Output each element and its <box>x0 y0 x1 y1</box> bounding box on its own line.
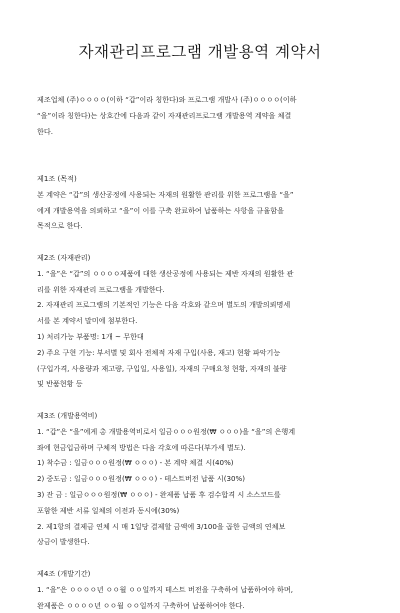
article-heading: 제3조 (개발용역비) <box>37 408 367 424</box>
article-heading: 제1조 (목적) <box>37 171 367 187</box>
article-line: 2. 제1항의 결제금 연체 시 매 1일당 결제할 금액에 3/100을 곱한 금액의 연체보 <box>37 519 367 535</box>
article-heading: 제2조 (자재관리) <box>37 250 367 266</box>
article-line: 2) 주요 구현 기능: 부서별 및 회사 전체적 자재 구입(사용, 재고) 현황 파악기능 <box>37 345 367 361</box>
article-line: 1. “갑”은 “을”에게 총 개발용역비로서 일금ㅇㅇㅇ원정(₩ ㅇㅇㅇ)을 “을”의 은행계 <box>37 424 367 440</box>
article-line: 1. “을”은 “갑”의 ㅇㅇㅇㅇ제품에 대한 생산공정에 사용되는 제반 자재의 원활한 관 <box>37 266 367 282</box>
article-2 <box>37 250 367 392</box>
contract-body <box>37 92 367 613</box>
article-line: 좌에 현금입금하며 구체적 방법은 다음 각호에 따른다(부가세 별도). <box>37 440 367 456</box>
article-line: 목적으로 한다. <box>37 218 367 234</box>
article-line: 서를 본 계약서 말미에 첨부한다. <box>37 313 367 329</box>
article-4 <box>37 566 367 613</box>
article-line: 1) 착수금 : 일금ㅇㅇㅇ원정(₩ ㅇㅇㅇ) - 본 계약 체결 시(40%) <box>37 455 367 471</box>
intro-paragraph <box>37 92 367 139</box>
article-1 <box>37 171 367 234</box>
article-line: 상금이 발생한다. <box>37 534 367 550</box>
document-title: 자재관리프로그램 개발용역 계약서 <box>0 40 400 62</box>
article-line: 완제품은 ㅇㅇㅇㅇ년 ㅇㅇ월 ㅇㅇ일까지 구축하여 납품하여야 한다. <box>37 598 367 613</box>
article-line: 2) 중도금 : 일금ㅇㅇㅇ원정(₩ ㅇㅇㅇ) - 테스트버전 납품 시(30%) <box>37 471 367 487</box>
article-heading: 제4조 (개발기간) <box>37 566 367 582</box>
article-3 <box>37 408 367 550</box>
intro-line: “을”이라 칭한다)는 상호간에 다음과 같이 자재관리프로그램 개발용역 계약을 체결 <box>37 108 367 124</box>
article-line: 에게 개발용역을 의뢰하고 “을”이 이를 구축 완료하여 납품하는 사항을 규율함을 <box>37 203 367 219</box>
article-line: 포함한 제반 서류 일체의 이전과 동시에(30%) <box>37 503 367 519</box>
article-line: 본 계약은 “갑”의 생산공정에 사용되는 자재의 원활한 관리를 위한 프로그램을 “을” <box>37 187 367 203</box>
article-line: 1) 처리가능 부품명: 1개 ~ 무한대 <box>37 329 367 345</box>
article-line: 및 반품현황 등 <box>37 376 367 392</box>
article-line: 3) 잔 금 : 일금ㅇㅇㅇ원정(₩ ㅇㅇㅇ) - 완제품 납품 후 검수합격 시 소스코드를 <box>37 487 367 503</box>
article-line: 리를 위한 자재관리 프로그램을 개발한다. <box>37 282 367 298</box>
article-line: 1. “을”은 ㅇㅇㅇㅇ년 ㅇㅇ월 ㅇㅇ일까지 테스트 버전을 구축하여 납품하여야 하며, <box>37 582 367 598</box>
article-line: 2. 자재관리 프로그램의 기본적인 기능은 다음 각호와 같으며 별도의 개발의뢰명세 <box>37 297 367 313</box>
intro-line: 한다. <box>37 124 367 140</box>
intro-line: 제조업체 (주)ㅇㅇㅇㅇ(이하 “갑”이라 칭한다)와 프로그램 개발사 (주)ㅇㅇㅇㅇ(이하 <box>37 92 367 108</box>
article-line: (구입가격, 사용량과 재고량, 구입일, 사용일), 자재의 구매요청 현황, 자재의 불량 <box>37 361 367 377</box>
